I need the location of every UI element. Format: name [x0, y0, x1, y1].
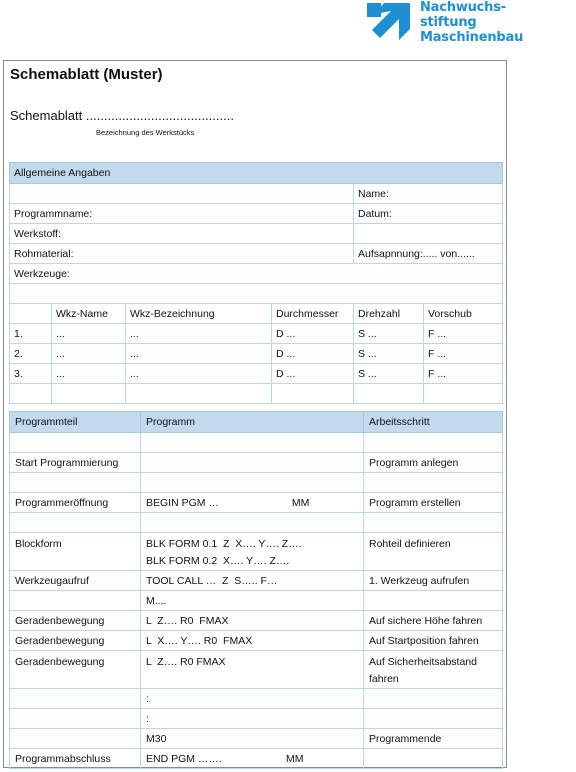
werkstoff-label: Werkstoff:	[10, 224, 354, 244]
program-body	[10, 433, 503, 769]
arbeitsschritt-cell	[364, 513, 503, 533]
programmteil-cell	[10, 433, 141, 453]
empty-cell	[354, 224, 503, 244]
tool-cell: 2.	[10, 344, 52, 364]
programmteil-cell	[10, 709, 141, 729]
program-row	[10, 473, 503, 493]
programmname-label: Programmname:	[10, 204, 354, 224]
logo	[366, 0, 566, 48]
programmteil-cell	[10, 513, 141, 533]
tool-cell: ...	[126, 364, 272, 384]
programm-cell: BLK FORM 0.1 Z X…. Y…. Z…. BLK FORM 0.2 X…. Y…. Z….	[141, 533, 364, 571]
tool-row	[10, 384, 503, 404]
empty-cell	[10, 384, 52, 404]
tool-cell: D ...	[272, 344, 354, 364]
programmteil-cell	[10, 689, 141, 709]
program-col-header: Programmteil	[10, 412, 141, 433]
page-title: Schemablatt (Muster)	[10, 66, 163, 83]
arbeitsschritt-cell: Auf Startposition fahren	[364, 631, 503, 651]
empty-cell	[52, 384, 126, 404]
empty-cell	[10, 304, 52, 324]
arbeitsschritt-cell	[364, 433, 503, 453]
programmteil-cell: Start Programmierung	[10, 453, 141, 473]
program-row	[10, 453, 503, 473]
empty-cell	[10, 184, 354, 204]
empty-cell	[272, 384, 354, 404]
tool-cell: ...	[52, 324, 126, 344]
tool-col-header: Durchmesser	[272, 304, 354, 324]
programm-cell: END PGM ……. MM	[141, 749, 364, 769]
program-col-header: Arbeitsschritt	[364, 412, 503, 433]
programm-cell: :	[141, 689, 364, 709]
programmteil-cell: Geradenbewegung	[10, 611, 141, 631]
tool-cell: 1.	[10, 324, 52, 344]
programmteil-cell	[10, 729, 141, 749]
program-row	[10, 631, 503, 651]
program-row	[10, 611, 503, 631]
tool-cell: F ...	[424, 324, 503, 344]
arbeitsschritt-cell	[364, 591, 503, 611]
programmteil-cell: Geradenbewegung	[10, 631, 141, 651]
aufspannung-label: Aufsapnnung:..... von......	[354, 244, 503, 264]
tool-cell: S ...	[354, 324, 424, 344]
tool-row	[10, 364, 503, 384]
name-label: Name:	[354, 184, 503, 204]
tool-row	[10, 344, 503, 364]
tool-cell: ...	[52, 344, 126, 364]
tool-row	[10, 324, 503, 344]
tool-cell: D ...	[272, 324, 354, 344]
arbeitsschritt-cell: Programmende	[364, 729, 503, 749]
programmteil-cell	[10, 473, 141, 493]
programmteil-cell: Blockform	[10, 533, 141, 571]
programm-cell: L X…. Y…. R0 FMAX	[141, 631, 364, 651]
arbeitsschritt-cell	[364, 689, 503, 709]
programm-cell	[141, 513, 364, 533]
program-row	[10, 729, 503, 749]
logo-line-2: stiftung	[420, 15, 477, 30]
tool-cell: D ...	[272, 364, 354, 384]
workpiece-line: Schemablatt .........................................	[10, 108, 234, 123]
arbeitsschritt-cell: Auf Sicherheitsabstand fahren	[364, 651, 503, 689]
programmteil-cell	[10, 591, 141, 611]
program-row	[10, 533, 503, 571]
tool-cell: 3.	[10, 364, 52, 384]
logo-line-1: Nachwuchs-	[420, 0, 506, 15]
arbeitsschritt-cell: Auf sichere Höhe fahren	[364, 611, 503, 631]
programm-cell	[141, 433, 364, 453]
tool-cell: F ...	[424, 364, 503, 384]
arbeitsschritt-cell: 1. Werkzeug aufrufen	[364, 571, 503, 591]
arbeitsschritt-cell	[364, 709, 503, 729]
program-row	[10, 571, 503, 591]
datum-label: Datum:	[354, 204, 503, 224]
programm-cell: M....	[141, 591, 364, 611]
program-table	[9, 411, 503, 769]
werkzeuge-label: Werkzeuge:	[10, 264, 503, 284]
empty-cell	[354, 384, 424, 404]
program-row	[10, 591, 503, 611]
program-row	[10, 709, 503, 729]
programmteil-cell: Geradenbewegung	[10, 651, 141, 689]
programmteil-cell: Programmeröffnung	[10, 493, 141, 513]
rohmaterial-label: Rohmaterial:	[10, 244, 354, 264]
programm-cell	[141, 473, 364, 493]
workpiece-caption: Bezeichnung des Werkstücks	[96, 128, 195, 137]
general-header: Allgemeine Angaben	[10, 163, 503, 184]
tool-header-row	[10, 304, 503, 324]
program-row	[10, 651, 503, 689]
arbeitsschritt-cell	[364, 749, 503, 769]
program-row	[10, 493, 503, 513]
programm-cell: :	[141, 709, 364, 729]
tool-cell: ...	[126, 344, 272, 364]
programmteil-cell: Werkzeugaufruf	[10, 571, 141, 591]
programm-cell: TOOL CALL … Z S….. F…	[141, 571, 364, 591]
arbeitsschritt-cell	[364, 473, 503, 493]
program-row	[10, 749, 503, 769]
programm-cell: M30	[141, 729, 364, 749]
arbeitsschritt-cell: Programm anlegen	[364, 453, 503, 473]
tool-cell: ...	[126, 324, 272, 344]
logo-line-3: Maschinenbau	[420, 30, 524, 45]
tool-cell: S ...	[354, 344, 424, 364]
program-row	[10, 433, 503, 453]
tool-cell: S ...	[354, 364, 424, 384]
program-row	[10, 513, 503, 533]
program-col-header: Programm	[141, 412, 364, 433]
programm-cell	[141, 453, 364, 473]
empty-cell	[126, 384, 272, 404]
logo-text	[420, 0, 523, 45]
empty-row	[10, 284, 503, 304]
tool-col-header: Drehzahl	[354, 304, 424, 324]
tool-cell: ...	[52, 364, 126, 384]
programm-cell: BEGIN PGM … MM	[141, 493, 364, 513]
arrow-logo-icon	[366, 2, 411, 47]
empty-cell	[424, 384, 503, 404]
tool-col-header: Wkz-Name	[52, 304, 126, 324]
general-info-table	[9, 162, 503, 404]
arbeitsschritt-cell: Programm erstellen	[364, 493, 503, 513]
arbeitsschritt-cell: Rohteil definieren	[364, 533, 503, 571]
tool-col-header: Wkz-Bezeichnung	[126, 304, 272, 324]
programm-cell: L Z…. R0 FMAX	[141, 651, 364, 689]
programm-cell: L Z…. R0 FMAX	[141, 611, 364, 631]
program-row	[10, 689, 503, 709]
tool-cell: F ...	[424, 344, 503, 364]
programmteil-cell: Programmabschluss	[10, 749, 141, 769]
tool-col-header: Vorschub	[424, 304, 503, 324]
